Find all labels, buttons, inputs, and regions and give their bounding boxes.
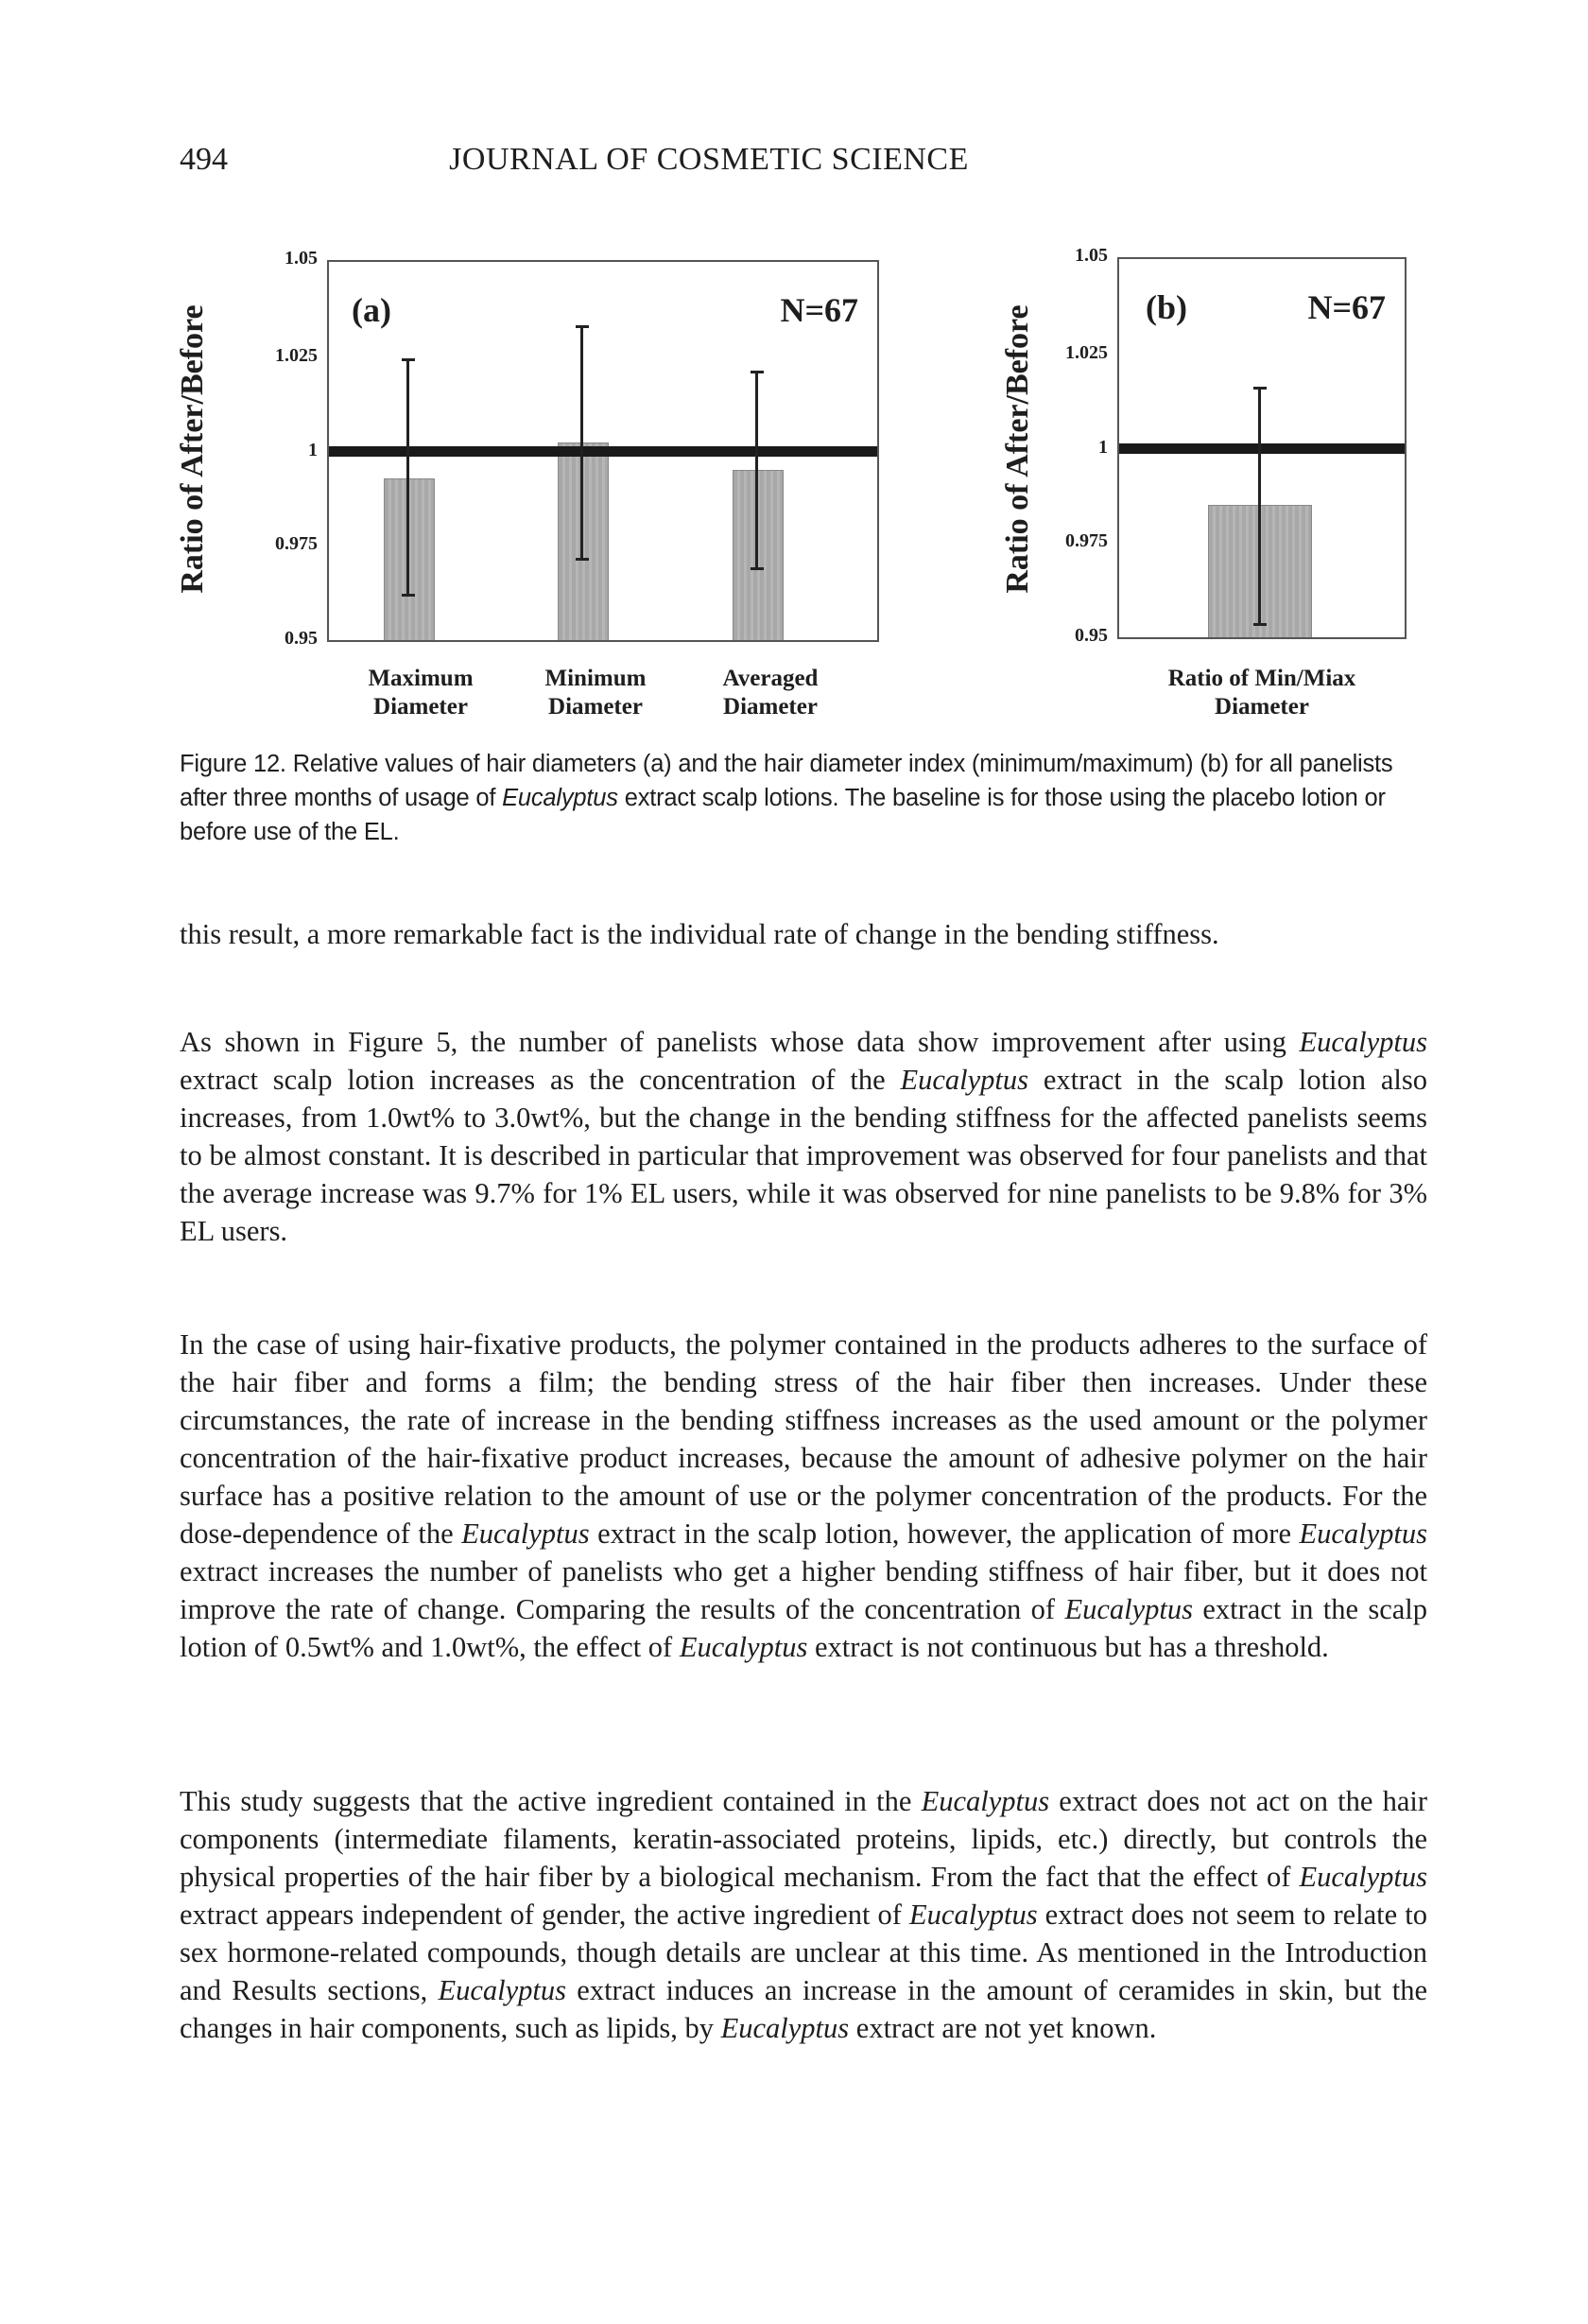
x-label-line: Minimum [544,666,647,691]
y-tick: 0.95 [1075,625,1108,646]
x-label-line: Diameter [1215,694,1309,720]
paragraph-4: This study suggests that the active ingredient contained in the Eucalyptus extract does not act on the hair components (intermediate filaments, keratin-associated proteins, lipids, etc.) directly, but controls the physical properties of the hair fiber by a biological mechanism. From the fact that the effect of Eucalyptus extract appears independent of gender, the active ingredient of Eucalyptus extract does not seem to relate to sex hormone-related compounds, though details are unclear at this time. As mentioned in the Introduction and Results sections, Eucalyptus extract induces an increase in the amount of ceramides in skin, but the changes in hair components, such as lipids, by Eucalyptus extract are not yet known. [180,1785,1428,2044]
y-tick: 0.975 [1065,530,1108,551]
x-label-min-max-ratio [1125,665,1399,721]
italic-term: Eucalyptus [1299,1861,1427,1893]
bar-minimum-diameter [558,442,609,640]
error-cap [751,371,764,373]
y-tick: 1 [1098,437,1108,458]
caption-text: Relative values of hair diameters (a) and the hair diameter index (minimum/maximum) (b) for all panelists after three months of usage of [180,751,1393,811]
panel-label-b: (b) [1146,288,1187,326]
baseline-line [329,446,877,457]
error-cap [402,358,415,361]
plot-area-a [327,260,879,642]
error-bar [1258,388,1261,624]
y-tick: 0.95 [285,628,318,649]
italic-term: Eucalyptus [921,1785,1050,1817]
italic-term: Eucalyptus [720,2012,850,2044]
x-label-averaged-diameter [690,665,851,721]
error-cap [576,325,589,328]
panel-label-a: (a) [352,291,391,329]
error-bar [755,372,758,568]
italic-term: Eucalyptus [900,1064,1029,1096]
italic-term: Eucalyptus [1064,1593,1193,1625]
error-cap [402,594,415,597]
paragraph-3: In the case of using hair-fixative products, the polymer contained in the products adheres to the surface of the hair fiber and forms a film; the bending stress of the hair fiber then increases. Under these circumstances, the rate of increase in the bending stiffness increases as the used amount or the polymer concentration of the hair-fixative product increases, because the amount of adhesive polymer on the hair surface has a positive relation to the amount of use or the polymer concentration of the products. For the dose-dependence of the Eucalyptus extract in the scalp lotion, however, the application of more Eucalyptus extract increases the number of panelists who get a higher bending stiffness of hair fiber, but it does not improve the rate of change. Comparing the results of the concentration of Eucalyptus extract in the scalp lotion of 0.5wt% and 1.0wt%, the effect of Eucalyptus extract is not continuous but has a threshold. [180,1328,1428,1663]
italic-term: Eucalyptus [438,1974,567,2006]
error-cap [1253,623,1267,626]
error-bar [580,326,583,559]
paragraph-2: As shown in Figure 5, the number of panelists whose data show improvement after using Eucalyptus extract scalp lotion increases as the concentration of the Eucalyptus extract in the scalp lotion also increases, from 1.0wt% to 3.0wt%, but the change in the bending stiffness for the affected panelists seems to be almost constant. It is described in particular that improvement was observed for four panelists and that the average increase was 9.7% for 1% EL users, while it was observed for nine panelists to be 9.8% for 3% EL users. [180,1026,1427,1247]
y-tick: 1.025 [275,345,318,366]
y-tick: 1 [308,440,318,460]
y-tick: 1.05 [1075,245,1108,266]
x-label-line: Ratio of Min/Miax [1167,666,1356,691]
caption-text: extract scalp lotions. The baseline is for those using the placebo lotion or before use of the EL. [180,785,1386,845]
figure-number: Figure 12. [180,751,286,777]
x-label-minimum-diameter [515,665,676,721]
y-tick: 1.05 [285,248,318,269]
x-label-line: Diameter [373,694,468,720]
page-number: 494 [180,142,228,177]
y-tick: 1.025 [1065,342,1108,363]
x-label-maximum-diameter [340,665,501,721]
y-tick: 0.975 [275,533,318,554]
italic-term: Eucalyptus [1299,1026,1427,1058]
baseline-line [1119,443,1405,454]
y-axis-title-a: Ratio of After/Before [175,304,210,594]
x-label-line: Averaged [722,666,819,691]
italic-term: Eucalyptus [909,1899,1038,1931]
italic-term: Eucalyptus [1299,1518,1428,1550]
paragraph-1: this result, a more remarkable fact is the individual rate of change in the bending stiffness. [180,918,1219,950]
journal-title: JOURNAL OF COSMETIC SCIENCE [449,142,969,177]
error-cap [1253,387,1267,390]
plot-area-b [1117,257,1407,639]
italic-term: Eucalyptus [461,1518,590,1550]
y-axis-title-b: Ratio of After/Before [1000,304,1035,594]
figure-caption [180,747,1427,849]
n-label-a: N=67 [780,291,858,329]
error-bar [406,359,409,595]
x-label-line: Diameter [548,694,643,720]
bar-averaged-diameter [733,470,784,640]
x-label-line: Diameter [723,694,818,720]
error-cap [576,558,589,561]
italic-term: Eucalyptus [679,1631,808,1663]
bar-maximum-diameter [384,478,435,640]
n-label-b: N=67 [1307,288,1386,326]
caption-italic: Eucalyptus [502,785,618,811]
error-cap [751,567,764,570]
x-label-line: Maximum [368,666,474,691]
